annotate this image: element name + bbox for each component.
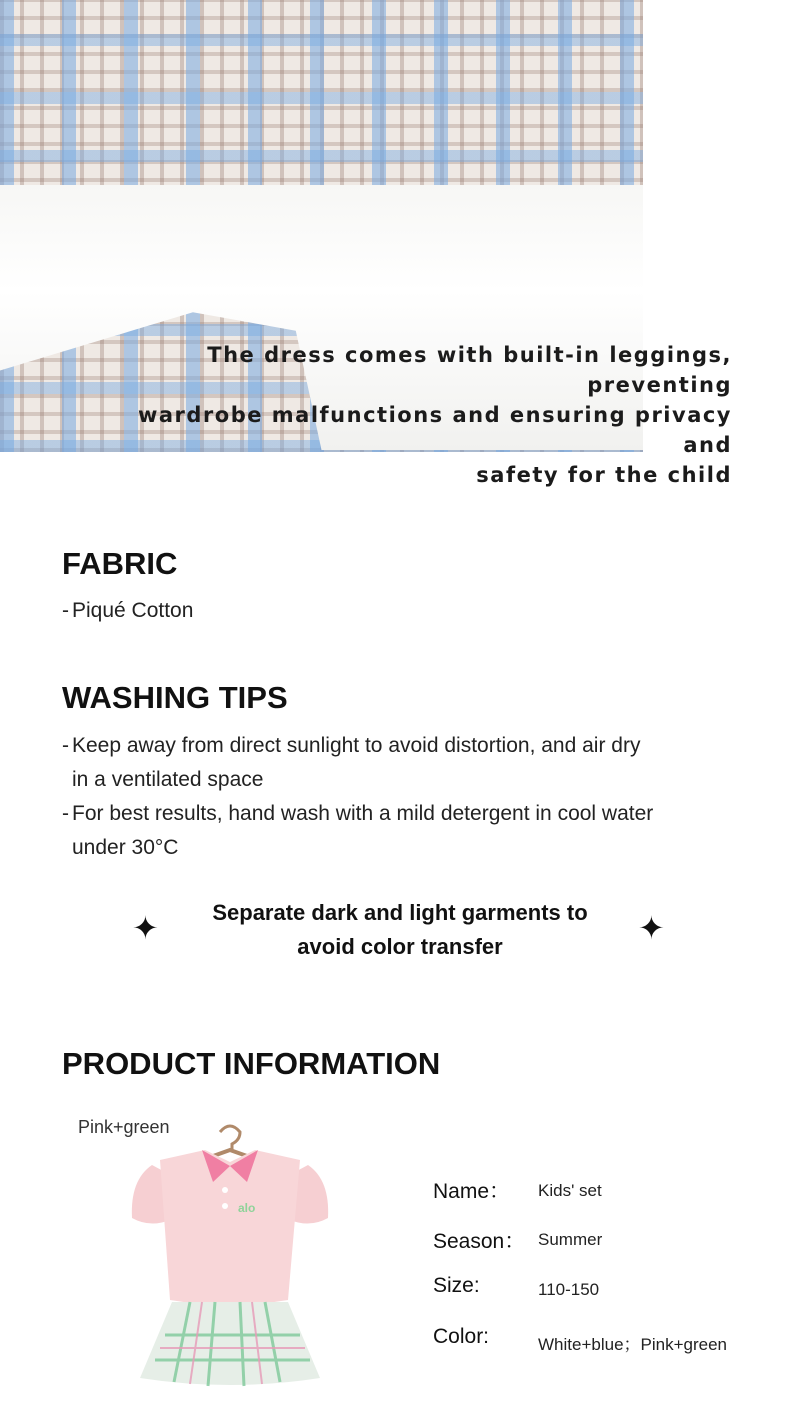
washing-tip-text: under 30°C	[72, 836, 179, 859]
product-title: PRODUCT INFORMATION	[62, 1046, 441, 1081]
hero-caption	[92, 340, 732, 490]
pleated-skirt	[140, 1302, 320, 1385]
hero-caption-line: The dress comes with built-in leggings, preventing	[207, 343, 732, 397]
bullet-dash: -	[62, 734, 69, 757]
hero-caption-line: wardrobe malfunctions and ensuring privacy and	[137, 403, 732, 457]
bullet-dash: -	[62, 599, 69, 622]
washing-tip-text: Keep away from direct sunlight to avoid distortion, and air dry	[72, 734, 641, 757]
info-key-season: Season：	[433, 1230, 526, 1253]
bullet-dash: -	[62, 802, 69, 825]
info-value-name: Kids' set	[538, 1181, 602, 1200]
variant-label: Pink+green	[78, 1117, 170, 1137]
hero-caption-line: safety for the child	[476, 463, 732, 487]
product-image	[110, 1120, 350, 1400]
fabric-item	[62, 594, 742, 628]
washing-tip	[62, 797, 742, 865]
note-line: Separate dark and light garments to	[212, 900, 588, 925]
separate-garments-note	[190, 896, 610, 964]
sparkle-icon: ✦	[638, 909, 665, 947]
shirt-logo: alo	[238, 1201, 256, 1215]
fabric-title: FABRIC	[62, 546, 178, 581]
shirt-button	[222, 1187, 228, 1193]
info-value-season: Summer	[538, 1230, 603, 1249]
washing-title: WASHING TIPS	[62, 680, 288, 715]
washing-tip	[62, 729, 742, 797]
shirt-body	[160, 1150, 300, 1305]
washing-tip-text: For best results, hand wash with a mild detergent in cool water	[72, 802, 654, 825]
fabric-item-text: Piqué Cotton	[72, 599, 194, 622]
info-key-name: Name：	[433, 1180, 511, 1203]
info-value-size: 110-150	[538, 1280, 600, 1299]
info-value-color: White+blue；Pink+green	[538, 1335, 728, 1354]
shirt-button	[222, 1203, 228, 1209]
washing-tip-text: in a ventilated space	[72, 768, 264, 791]
info-key-size: Size:	[433, 1274, 480, 1297]
info-key-color: Color:	[433, 1325, 490, 1348]
note-line: avoid color transfer	[297, 934, 503, 959]
sparkle-icon: ✦	[132, 909, 159, 947]
